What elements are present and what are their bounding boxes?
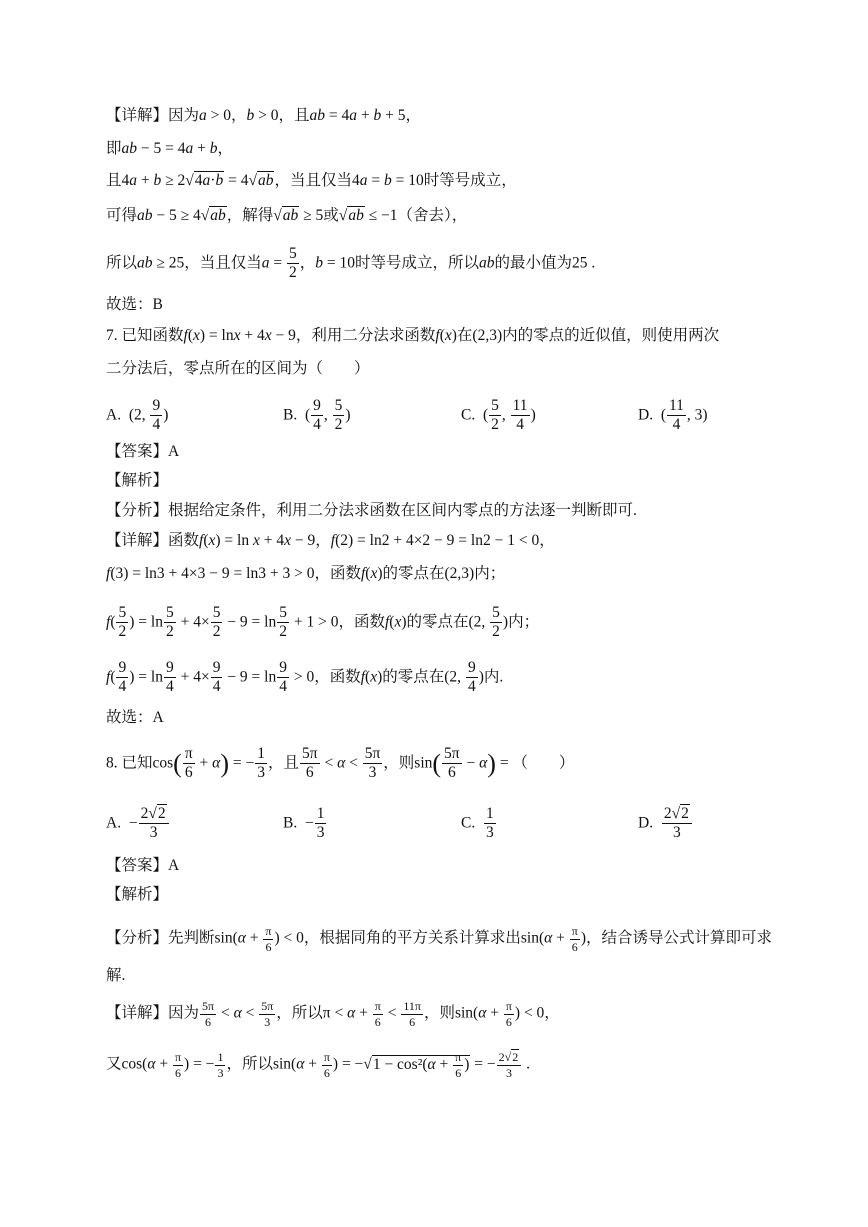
q7-analysis-heading: 【解析】 [106, 472, 169, 489]
q8-option-c: C. $\frac{1}{3}$ [461, 805, 494, 842]
q7-detail-2: f(3) = ln3 + 4×3 − 9 = ln3 + 3 > 0，函数f(x)的零点在(2,3)内； [106, 565, 506, 582]
q7-option-d: D. ( $\frac{11}{4}$ , 3) [638, 397, 708, 434]
q7-option-b: B. ( $\frac{9}{4}$ , $\frac{5}{2}$ ) [283, 397, 351, 434]
q7-analysis: 【分析】根据给定条件，利用二分法求函数在区间内零点的方法逐一判断即可. [106, 502, 637, 519]
s6-line-1: 【详解】因为a > 0，b > 0，且ab = 4a + b + 5， [106, 107, 422, 124]
q8-detail-2: 又cos(α + $\frac{\pi}{6}$ ) = − $\frac{1}{3}$ ，所以sin(α + $\frac{\pi}{6}$ ) = −√1 − cos²(α + $\frac{\pi}{6}$ ) = − $\frac{2√2}{3}$ . [106, 1050, 530, 1080]
q8-analysis-1: 【分析】先判断sin(α + $\frac{\pi}{6}$ ) < 0，根据同角的平方关系计算求出sin(α + $\frac{\pi}{6}$ )，结合诱导公式计算即可求 [106, 924, 772, 954]
q8-option-a: A. − $\frac{2√2}{3}$ [106, 806, 170, 842]
q7-option-a: A. (2, $\frac{9}{4}$ ) [106, 397, 169, 434]
s6-line-2: 即ab − 5 = 4a + b， [106, 140, 234, 157]
q8-stem: 8. 已知cos( $\frac{\pi}{6}$ + α) = − $\frac{1}{3}$ ，且 $\frac{5\pi}{6}$ < α < $\frac{5\pi}{3}$ ，则sin( $\frac{5\pi}{6}$ − α) = （ ） [106, 745, 575, 782]
s6-line-5: 所以ab ≥ 25，当且仅当a = $\frac{5}{2}$ ，b = 10时等号成立，所以ab的最小值为25 . [106, 245, 596, 282]
q8-detail-1: 【详解】因为 $\frac{5\pi}{6}$ < α < $\frac{5\pi}{3}$ ，所以π < α + $\frac{\pi}{6}$ < $\frac{11\pi}{6}$ ，则sin(α + $\frac{\pi}{6}$ ) < 0， [106, 999, 560, 1029]
q7-detail-4: f( $\frac{9}{4}$ ) = ln $\frac{9}{4}$ + 4× $\frac{9}{4}$ − 9 = ln $\frac{9}{4}$ > 0，函数f(x)的零点在(2, $\frac{9}{4}$ )内. [106, 659, 504, 696]
q8-analysis-2: 解. [106, 967, 126, 984]
s6-choice: 故选：B [106, 296, 163, 313]
q8-option-b: B. − $\frac{1}{3}$ [283, 805, 325, 842]
q7-detail-1: 【详解】函数f(x) = ln x + 4x − 9，f(2) = ln2 + 4×2 − 9 = ln2 − 1 < 0， [106, 532, 555, 549]
q7-choice: 故选：A [106, 709, 164, 726]
q8-option-d: D. $\frac{2√2}{3}$ [638, 806, 693, 842]
s6-line-4: 可得ab − 5 ≥ 4√ab，解得√ab ≥ 5或√ab ≤ −1（舍去）， [106, 207, 468, 224]
q7-option-c: C. ( $\frac{5}{2}$ , $\frac{11}{4}$ ) [461, 397, 536, 434]
q7-answer: 【答案】A [106, 443, 180, 460]
q7-stem-line-1: 7. 已知函数f(x) = lnx + 4x − 9，利用二分法求函数f(x)在(2,3)内的零点的近似值，则使用两次 [106, 327, 720, 344]
q8-analysis-heading: 【解析】 [106, 886, 169, 903]
q8-answer: 【答案】A [106, 857, 180, 874]
s6-line-3: 且4a + b ≥ 2√4a·b = 4√ab，当且仅当4a = b = 10时等号成立， [106, 172, 517, 189]
q7-stem-line-2: 二分法后，零点所在的区间为（ ） [106, 360, 370, 377]
q7-detail-3: f( $\frac{5}{2}$ ) = ln $\frac{5}{2}$ + 4× $\frac{5}{2}$ − 9 = ln $\frac{5}{2}$ + 1 > 0，函数f(x)的零点在(2, $\frac{5}{2}$ )内； [106, 604, 540, 641]
